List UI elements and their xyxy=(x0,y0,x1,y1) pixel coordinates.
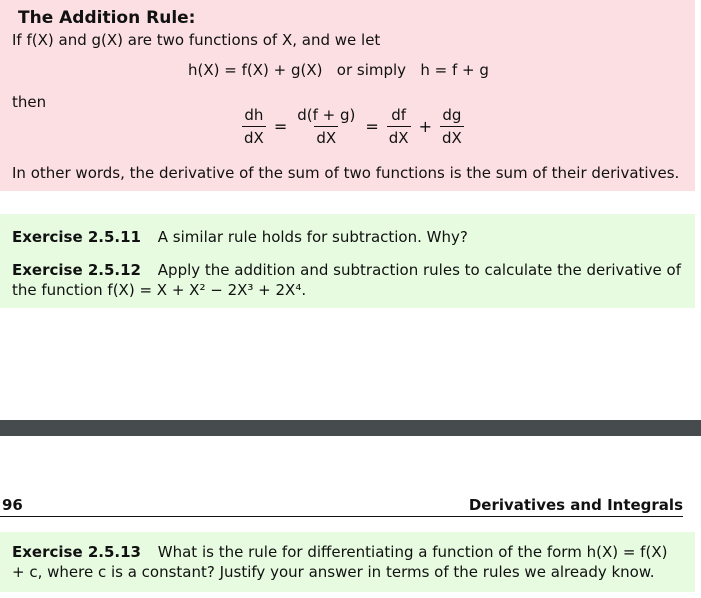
then-label: then xyxy=(12,93,47,111)
exercise-2-5-12 xyxy=(12,260,682,300)
chapter-title: Derivatives and Integrals xyxy=(468,496,683,514)
fraction-df-dx xyxy=(387,106,411,147)
addition-rule-box xyxy=(0,0,695,191)
denominator: dX xyxy=(314,126,338,147)
rule-title: The Addition Rule: xyxy=(18,8,196,28)
numerator: dg xyxy=(442,106,462,124)
exercise-label: Exercise 2.5.11 xyxy=(12,228,141,246)
definition-equation: h(X) = f(X) + g(X) or simply h = f + g xyxy=(188,61,489,79)
exercise-text: A similar rule holds for subtraction. Why? xyxy=(157,228,468,246)
denominator: dX xyxy=(387,126,411,147)
exercise-2-5-11 xyxy=(12,228,468,246)
derivative-equation xyxy=(240,106,466,147)
denominator: dX xyxy=(440,126,464,147)
rule-intro: If f(X) and g(X) are two functions of X, and we let xyxy=(12,31,381,49)
fraction-dh-dx xyxy=(242,106,266,147)
exercise-text: What is the rule for differentiating a function of the form h(X) = f(X) + c, where c is a constant? Justify your answer in terms of the rules we already know. xyxy=(12,543,668,581)
numerator: dh xyxy=(244,106,264,124)
fraction-dg-dx xyxy=(440,106,464,147)
exercise-label: Exercise 2.5.13 xyxy=(12,543,141,561)
denominator: dX xyxy=(242,126,266,147)
exercise-2-5-13 xyxy=(12,542,684,582)
fraction-dfg-dx xyxy=(295,106,357,147)
numerator: df xyxy=(391,106,407,124)
rule-summary: In other words, the derivative of the sum of two functions is the sum of their derivatives. xyxy=(12,164,680,182)
equals-sign: = xyxy=(273,117,288,136)
header-rule xyxy=(0,516,683,517)
equals-sign: = xyxy=(365,117,379,136)
page-divider-bar xyxy=(0,420,701,436)
exercise-text: Apply the addition and subtraction rules to calculate the derivative of the function f(X) = X + X² − 2X³ + 2X⁴. xyxy=(12,261,682,299)
numerator: d(f + g) xyxy=(297,106,356,124)
plus-sign: + xyxy=(418,117,432,136)
page-number: 96 xyxy=(2,496,23,514)
exercise-box xyxy=(0,214,695,308)
exercise-box xyxy=(0,532,695,592)
exercise-label: Exercise 2.5.12 xyxy=(12,261,141,279)
